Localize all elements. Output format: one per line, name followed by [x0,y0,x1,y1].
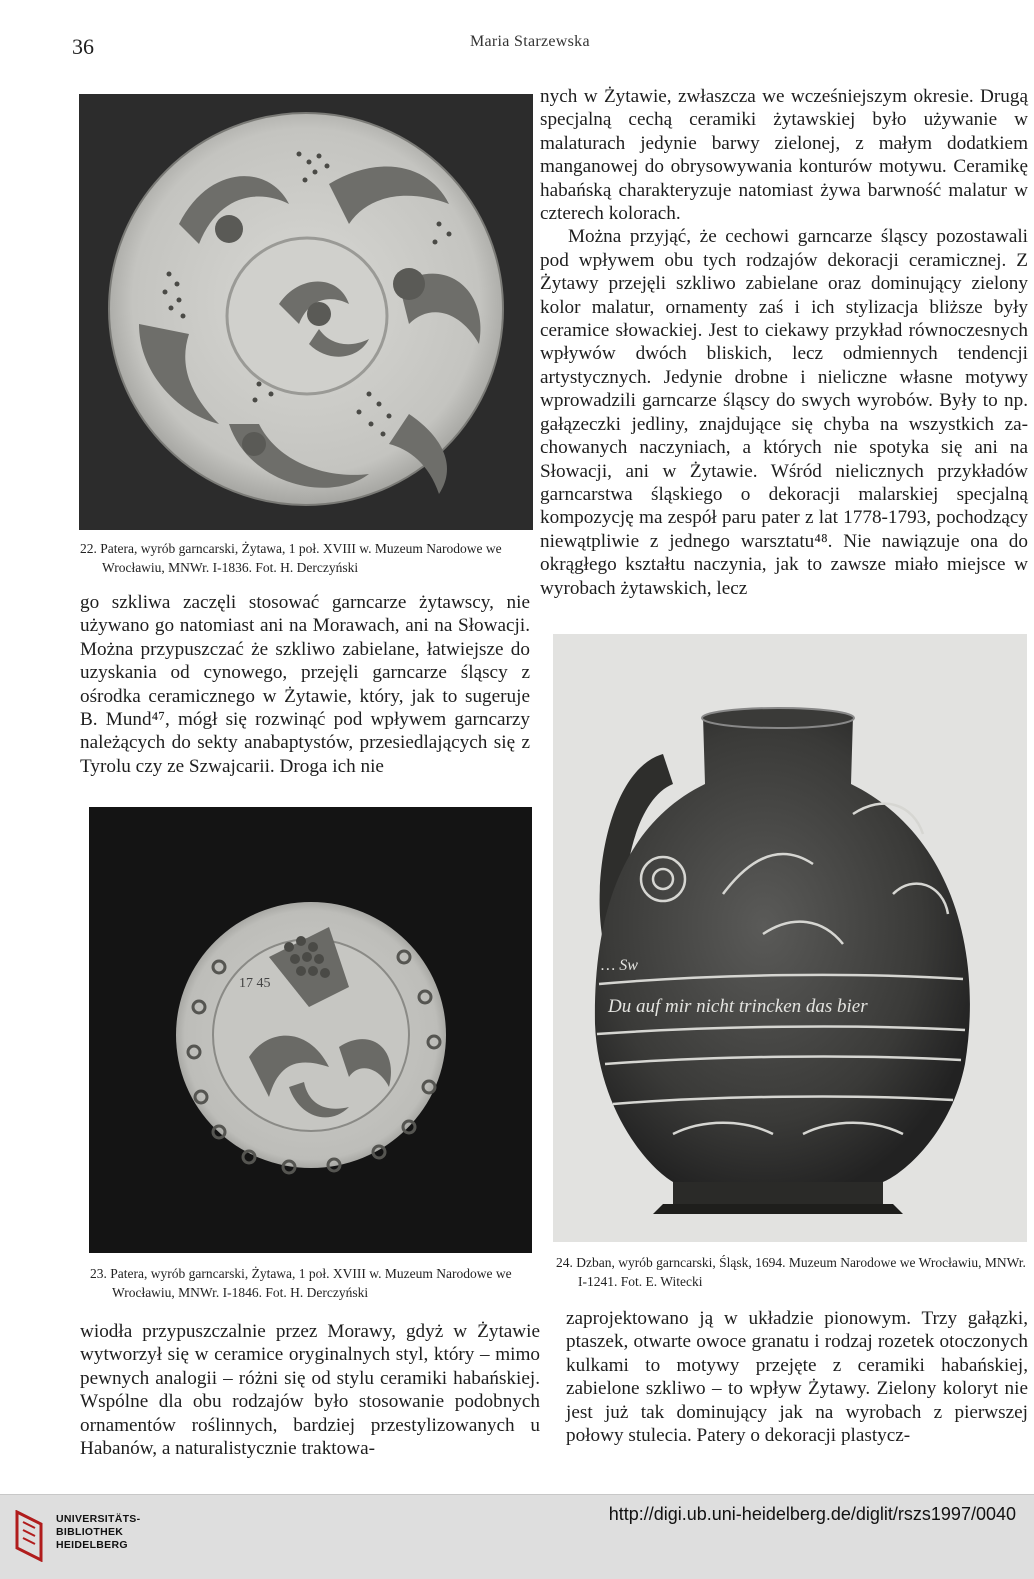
figure-24-caption: 24. Dzban, wyrób garncarski, Śląsk, 1694. Muzeum Narodowe we Wrocławiu, MNWr. I-1241. Fot. E. Witecki [556,1255,1026,1289]
jug-inscription-band: Du auf mir nicht trincken das bier [608,996,868,1017]
page-number: 36 [72,34,94,59]
paragraph: Można przyjąć, że cechowi garncarze śląscy pozostawali pod wpływem obu tych rodzajów dekoracji ceramicznej. Z Żytawy przejęli szkliwo zabielane oraz dominujący zielony kolor malatur, ornamenty zaś i ich stylizacja bliższe były ceramice słowackiej. Jest to ciekawy przykład równoczesnych wpływów dwóch bliskich, lecz odmiennych tendencji artystycznych. Jedynie drobne i nieliczne własne motywy wprowadzili garncarze śląscy do swych wyrobów. Były to np. gałązeczki jedliny, znajdujące się chyba na wszystkich zachowanych naczyniach, a których nie spotyka się ani na Słowacji, ani w Żytawie. Wśród nielicznych przykładów garncarstwa śląskiego o dekoracji malarskiej specjalną kompozycję ma zespół paru pater z lat 1778-1793, pochodzący niewątpliwie z jednego warsztatu⁴⁸. Nie nawiązuje ona do okrągłego kształtu naczynia, jak to zawsze miało miejsce w wyrobach żytawskich, lecz [540,226,1028,599]
body-text-left-bottom [80,1320,540,1460]
paragraph: wiodła przypuszczalnie przez Morawy, gdyż w Żytawie wytworzył się w ceramice oryginalnych styl, który – mimo pewnych analogii – różni się od stylu ceramiki habańskiej. Wspólne dla obu rodzajów było stosowanie podobnych ornamentów roślinnych, bardziej przestylizowanych u Habanów, a naturalistycznie traktowa- [80,1321,540,1460]
figure-23-photo [89,807,532,1253]
plate-22-illustration [79,94,533,530]
library-name-line: UNIVERSITÄTS- [56,1513,141,1525]
body-text-right-top [540,85,1028,600]
paragraph: go szkliwa zaczęli stosować garncarze żytawscy, nie używano go natomiast ani na Morawach, ani na Słowacji. Można przypuszczać że szkliwo zabielane, łatwiejsze do uzyskania od cynowego, przejęli garncarze śląscy z ośrodka ceramicznego w Żytawie, który, jak to sugeruje B. Mund⁴⁷, mógł się rozwinąć pod wpływem garncarzy należących do sekty anabaptystów, przesiedlających się z Tyrolu czy ze Szwajcarii. Droga ich nie [80,592,530,777]
running-head: Maria Starzewska [470,33,590,50]
figure-22-photo [79,94,533,530]
paragraph: zaprojektowano ją w układzie pionowym. Trzy gałązki, ptaszek, otwarte owoce granatu i rodzaj rozetek otoczonych kulkami to motywy przejęte z ceramiki habańskiej, zabielone szkliwo – to wpływ Żytawy. Zielony koloryt nie jest już tak dominujący jak na wyrobach z pierwszej połowy stulecia. Patery o dekoracji plastycz- [566,1308,1028,1447]
body-text-right-bottom [566,1307,1028,1447]
figure-22-caption: 22. Patera, wyrób garncarski, Żytawa, 1 poł. XVIII w. Muzeum Narodowe we Wrocławiu, MNWr. I-1836. Fot. H. Derczyński [80,541,502,575]
permalink-url[interactable]: http://digi.ub.uni-heidelberg.de/diglit/rszs1997/0040 [608,1504,1016,1524]
body-text-left-middle [80,591,530,778]
plate-inscription: 17 45 [239,976,271,991]
plate-23-illustration [89,807,532,1253]
figure-23-caption: 23. Patera, wyrób garncarski, Żytawa, 1 poł. XVIII w. Muzeum Narodowe we Wrocławiu, MNWr. I-1846. Fot. H. Derczyński [90,1266,512,1300]
figure-24-photo [553,634,1027,1242]
jug-inscription-upper: … Sw [601,957,638,974]
library-name-line: BIBLIOTHEK [56,1526,124,1538]
library-name-line: HEIDELBERG [56,1539,128,1551]
library-logo-icon [14,1510,44,1562]
jug-illustration [553,634,1027,1242]
paragraph: nych w Żytawie, zwłaszcza we wcześniejszym okresie. Drugą specjalną cechą ceramiki żytawskiej było używanie w malaturach jedynie barwy zielonej, z małym dodatkiem manganowej do obrysowywania konturów motywu. Ceramikę habańską charakteryzuje natomiast żywa barwność malatur w czterech kolorach. [540,86,1028,225]
digital-library-footer [0,1494,1034,1579]
library-name [56,1513,140,1552]
